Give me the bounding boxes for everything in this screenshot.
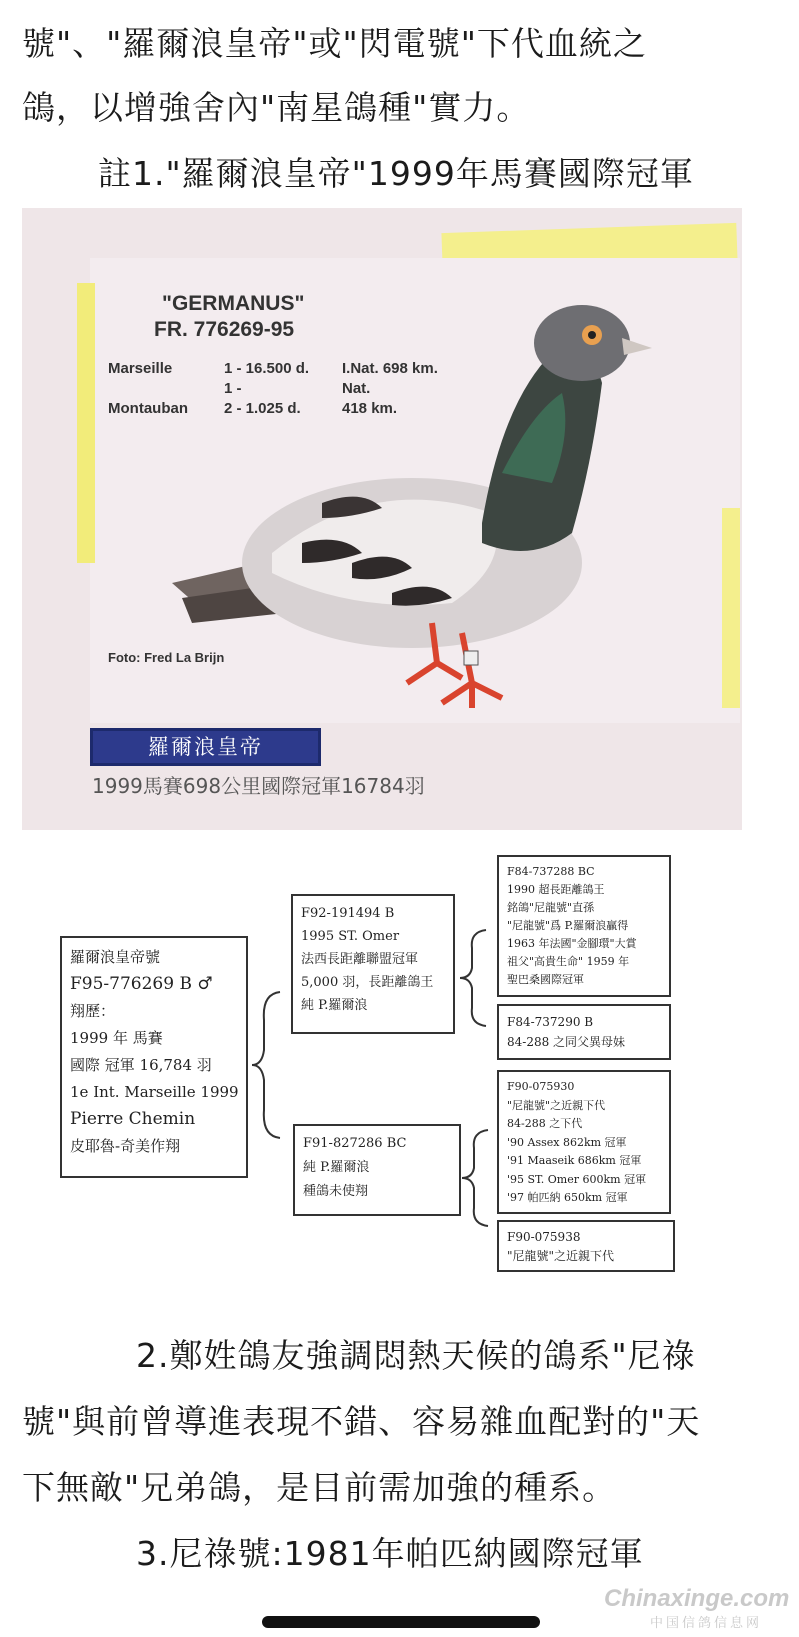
race1-result: 1 - 16.500 d.: [224, 360, 310, 377]
race1-detail: I.Nat. 698 km.: [342, 360, 438, 377]
pedigree-bracket-dam: [460, 1128, 500, 1228]
pedigree-dam: F91-827286 BC 純 P.羅爾浪 種鴿未使翔: [293, 1124, 461, 1216]
bird-name: "GERMANUS": [162, 292, 305, 315]
pedigree-bracket-sire: [458, 928, 498, 1028]
photo-credit: Foto: Fred La Brijn: [108, 650, 225, 665]
race3-detail: 418 km.: [342, 400, 398, 417]
article-line-5: 號"與前曾導進表現不錯、容易雜血配對的"天: [22, 1402, 701, 1441]
race-caption: 1999馬賽698公里國際冠軍16784羽: [92, 774, 425, 798]
home-indicator[interactable]: [262, 1616, 540, 1628]
race3-place: Montauban: [108, 400, 188, 417]
race3-result: 2 - 1.025 d.: [224, 400, 301, 417]
race1-place: Marseille: [108, 360, 173, 377]
watermark-sub: 中国信鸽信息网: [650, 1616, 763, 1631]
bird-ring: FR. 776269-95: [154, 318, 295, 341]
article-line-2: 鴿，以增強舍內"南星鴿種"實力。: [22, 88, 531, 127]
pigeon-illustration: [152, 263, 672, 713]
race2-detail: Nat.: [342, 380, 371, 397]
article-line-1: 號"、"羅爾浪皇帝"或"閃電號"下代血統之: [22, 24, 647, 63]
pedigree-sire-sire: F84-737288 BC 1990 超長距離鴿王 銘鴿"尼龍號"直孫 "尼龍號"爲 P.羅爾浪贏得 1963 年法國"金腳環"大賞 祖父"高貴生命" 1959 年 聖巴桑國際冠軍: [497, 855, 671, 997]
race2-result: 1 -: [224, 380, 242, 397]
article-line-4: 2.鄭姓鴿友強調悶熱天候的鴿系"尼祿: [136, 1336, 696, 1375]
pedigree-sire: F92-191494 B 1995 ST. Omer 法西長距離聯盟冠軍 5,000 羽，長距離鴿王 純 P.羅爾浪: [291, 894, 455, 1034]
pedigree-bracket-main: [250, 990, 294, 1140]
watermark-brand: Chinaxinge.com: [604, 1585, 790, 1612]
article-line-3: 註1."羅爾浪皇帝"1999年馬賽國際冠軍: [98, 154, 694, 193]
article-line-7: 3.尼祿號:1981年帕匹納國際冠軍: [136, 1534, 644, 1573]
pedigree-dam-dam: F90-075938 "尼龍號"之近親下代: [497, 1220, 675, 1272]
pigeon-name-label: 羅爾浪皇帝: [90, 728, 321, 766]
pedigree-sire-dam: F84-737290 B 84-288 之同父異母妹: [497, 1004, 671, 1060]
pedigree-main-bird: 羅爾浪皇帝號 F95-776269 B ♂ 翔歷： 1999 年 馬賽 國際 冠軍 16,784 羽 1e Int. Marseille 1999 Pierre Chemin 皮耶魯-奇美作翔: [60, 936, 248, 1178]
article-line-6: 下無敵"兄弟鴿，是目前需加強的種系。: [22, 1468, 617, 1507]
pigeon-photo: [22, 208, 742, 830]
pedigree-dam-sire: F90-075930 "尼龍號"之近親下代 84-288 之下代 '90 Assex 862km 冠軍 '91 Maaseik 686km 冠軍 '95 ST. Omer 600km 冠軍 '97 帕匹納 650km 冠軍: [497, 1070, 671, 1214]
